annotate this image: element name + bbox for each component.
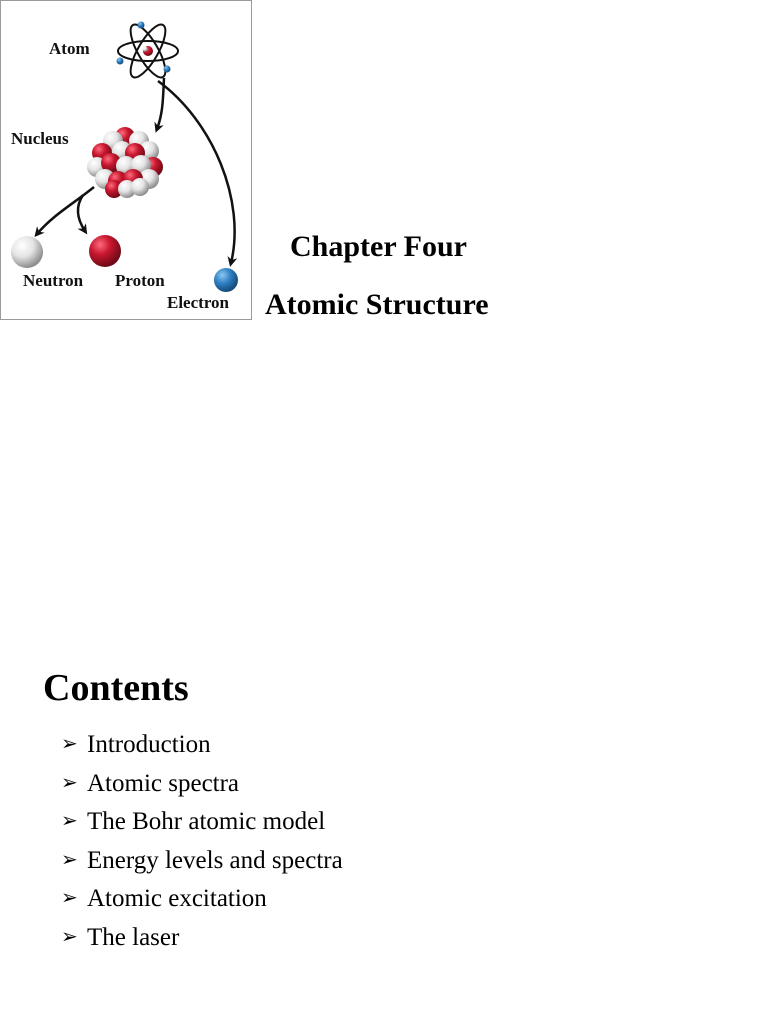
- neutron-label: Neutron: [23, 271, 84, 290]
- arrow-bullet-icon: ➢: [61, 885, 78, 909]
- atom-label: Atom: [49, 39, 90, 58]
- chapter-title: Chapter Four: [290, 230, 467, 263]
- contents-item-text: Atomic spectra: [87, 769, 240, 797]
- proton-sphere: [89, 235, 121, 267]
- contents-list: [61, 727, 343, 958]
- atom-icon: [117, 20, 179, 82]
- contents-item-text: Introduction: [87, 731, 211, 758]
- electron-label: Electron: [167, 293, 230, 312]
- neutron-sphere: [11, 236, 43, 268]
- arrow-nucleus-to-proton: [78, 195, 85, 231]
- nucleus-cluster: [87, 127, 163, 198]
- arrow-nucleus-to-neutron: [37, 187, 94, 234]
- arrow-bullet-icon: ➢: [61, 731, 78, 755]
- contents-item: [61, 843, 343, 882]
- arrow-bullet-icon: ➢: [61, 923, 78, 948]
- electron-sphere: [214, 268, 238, 292]
- contents-item-text: Atomic excitation: [87, 885, 267, 912]
- proton-label: Proton: [115, 271, 165, 290]
- contents-item-text: The Bohr atomic model: [87, 808, 326, 835]
- contents-item: [61, 727, 343, 766]
- contents-item: [61, 920, 343, 959]
- arrow-atom-to-electron: [158, 81, 235, 263]
- contents-item-text: The laser: [87, 923, 180, 951]
- contents-item: [61, 766, 343, 805]
- arrow-bullet-icon: ➢: [61, 769, 78, 794]
- arrow-bullet-icon: ➢: [61, 846, 78, 871]
- chapter-subtitle: Atomic Structure: [265, 288, 489, 321]
- atom-structure-figure: [0, 0, 252, 320]
- contents-item: [61, 881, 343, 920]
- contents-heading: Contents: [43, 667, 189, 709]
- contents-item-text: Energy levels and spectra: [87, 846, 343, 874]
- arrow-bullet-icon: ➢: [61, 808, 78, 832]
- contents-item: [61, 804, 343, 843]
- nucleus-label: Nucleus: [11, 129, 69, 148]
